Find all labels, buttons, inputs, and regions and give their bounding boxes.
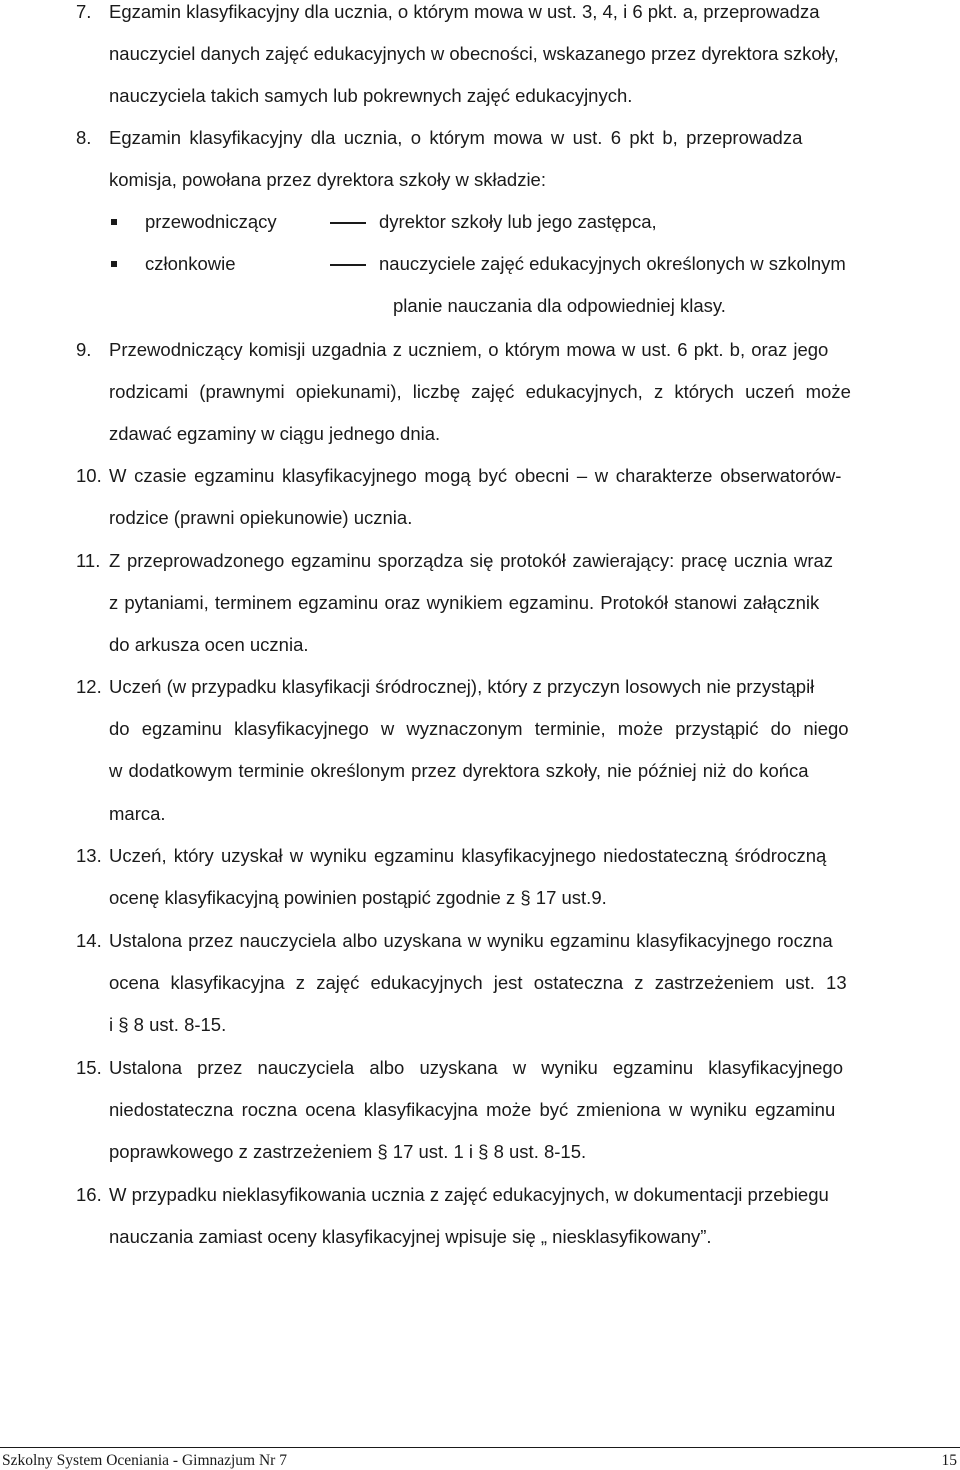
dash-icon [330, 264, 366, 266]
paragraph-line: rodzice (prawni opiekunowie) ucznia. [109, 507, 413, 528]
paragraph-number: 15. [76, 1057, 102, 1078]
paragraph-number: 10. [76, 465, 102, 486]
bullet-icon [111, 219, 117, 225]
dash-icon [330, 222, 366, 224]
paragraph-line: W przypadku nieklasyfikowania ucznia z zajęć edukacyjnych, w dokumentacji przebiegu [109, 1184, 829, 1205]
paragraph-number: 16. [76, 1184, 102, 1205]
page-footer [0, 1447, 960, 1469]
paragraph-line: ocena klasyfikacyjna z zajęć edukacyjnych jest ostateczna z zastrzeżeniem ust. 13 [109, 972, 847, 993]
paragraph-line: Uczeń, który uzyskał w wyniku egzaminu klasyfikacyjnego niedostateczną śródroczną [109, 845, 827, 866]
paragraph-number: 7. [76, 1, 92, 22]
paragraph-line: z pytaniami, terminem egzaminu oraz wynikiem egzaminu. Protokół stanowi załącznik [109, 592, 820, 613]
paragraph-line: poprawkowego z zastrzeżeniem § 17 ust. 1 i § 8 ust. 8-15. [109, 1141, 587, 1162]
member-description: dyrektor szkoły lub jego zastępca, [379, 211, 657, 232]
paragraph-line: niedostateczna roczna ocena klasyfikacyjna może być zmieniona w wyniku egzaminu [109, 1099, 836, 1120]
paragraph-line: nauczyciel danych zajęć edukacyjnych w obecności, wskazanego przez dyrektora szkoły, [109, 43, 839, 64]
paragraph-line: Egzamin klasyfikacyjny dla ucznia, o którym mowa w ust. 6 pkt b, przeprowadza [109, 127, 803, 148]
paragraph-line: do arkusza ocen ucznia. [109, 634, 309, 655]
member-role: członkowie [145, 253, 236, 274]
paragraph-number: 11. [76, 550, 101, 571]
member-description-continued: planie nauczania dla odpowiedniej klasy. [393, 295, 726, 316]
paragraph-line: Z przeprowadzonego egzaminu sporządza się protokół zawierający: pracę ucznia wraz [109, 550, 834, 571]
paragraph-line: i § 8 ust. 8-15. [109, 1014, 227, 1035]
paragraph-line: rodzicami (prawnymi opiekunami), liczbę zajęć edukacyjnych, z których uczeń może [109, 381, 851, 402]
paragraph-line: nauczania zamiast oceny klasyfikacyjnej wpisuje się „ niesklasyfikowany”. [109, 1226, 712, 1247]
member-description: nauczyciele zajęć edukacyjnych określonych w szkolnym [379, 253, 846, 274]
paragraph-number: 9. [76, 339, 92, 360]
paragraph-number: 12. [76, 676, 102, 697]
paragraph-number: 13. [76, 845, 102, 866]
bullet-icon [111, 261, 117, 267]
paragraph-line: nauczyciela takich samych lub pokrewnych zajęć edukacyjnych. [109, 85, 633, 106]
paragraph-line: Egzamin klasyfikacyjny dla ucznia, o którym mowa w ust. 3, 4, i 6 pkt. a, przeprowadza [109, 1, 820, 22]
member-role: przewodniczący [145, 211, 277, 232]
paragraph-number: 14. [76, 930, 102, 951]
paragraph-line: komisja, powołana przez dyrektora szkoły w składzie: [109, 169, 546, 190]
paragraph-line: Ustalona przez nauczyciela albo uzyskana w wyniku egzaminu klasyfikacyjnego roczna [109, 930, 833, 951]
footer-title: Szkolny System Oceniania - Gimnazjum Nr 7 [2, 1452, 287, 1469]
paragraph-line: do egzaminu klasyfikacyjnego w wyznaczonym terminie, może przystąpić do niego [109, 718, 849, 739]
paragraph-line: marca. [109, 803, 166, 824]
paragraph-line: zdawać egzaminy w ciągu jednego dnia. [109, 423, 441, 444]
paragraph-line: w dodatkowym terminie określonym przez dyrektora szkoły, nie później niż do końca [109, 760, 809, 781]
paragraph-line: Przewodniczący komisji uzgadnia z uczniem, o którym mowa w ust. 6 pkt. b, oraz jego [109, 339, 829, 360]
paragraph-line: W czasie egzaminu klasyfikacyjnego mogą być obecni – w charakterze obserwatorów- [109, 465, 842, 486]
paragraph-line: Ustalona przez nauczyciela albo uzyskana w wyniku egzaminu klasyfikacyjnego [109, 1057, 843, 1078]
page-number: 15 [941, 1452, 957, 1469]
paragraph-line: ocenę klasyfikacyjną powinien postąpić zgodnie z § 17 ust.9. [109, 887, 607, 908]
paragraph-line: Uczeń (w przypadku klasyfikacji śródrocznej), który z przyczyn losowych nie przystąpił [109, 676, 815, 697]
paragraph-number: 8. [76, 127, 92, 148]
